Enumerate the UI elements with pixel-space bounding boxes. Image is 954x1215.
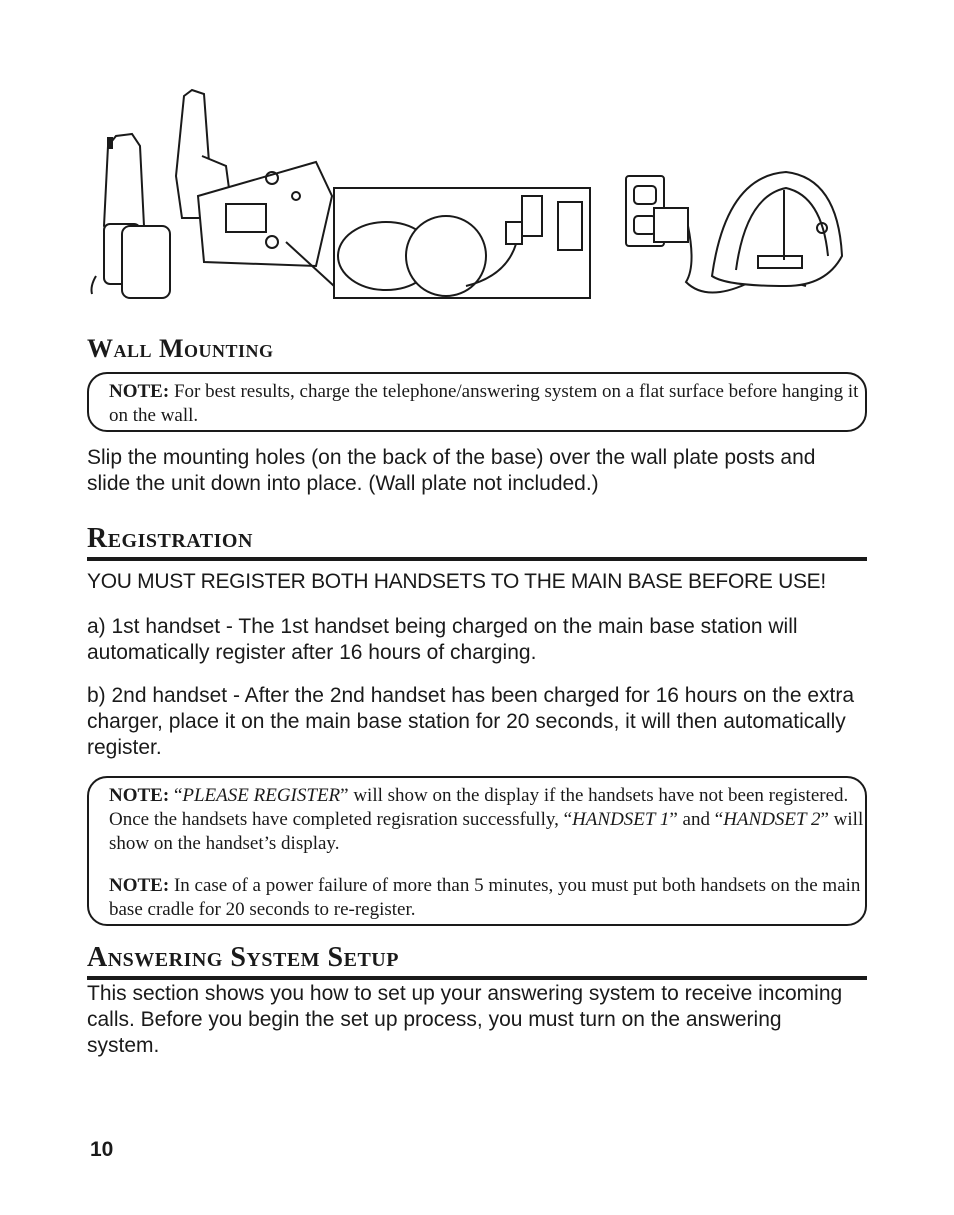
wall-mounting-note [87, 372, 867, 432]
note1-label: NOTE: [109, 785, 170, 806]
registration-step-a: a) 1st handset - The 1st handset being charged on the main base station will automatically register after 16 hours of charging. [87, 615, 798, 664]
answering-setup-heading: Answering System Setup [87, 942, 399, 973]
note1-end: ” will show on the handset’s display. [109, 809, 864, 854]
note1-pre: “ [169, 785, 183, 806]
mounting-detail-inset [286, 188, 590, 298]
registration-rule [87, 557, 867, 561]
registration-step-b: b) 2nd handset - After the 2nd handset has been charged for 16 hours on the extra charger, place it on the main base station for 20 seconds, it will then automatically register. [87, 684, 855, 759]
registration-note-1 [109, 784, 865, 856]
registration-notes [87, 776, 867, 926]
note2-label: NOTE: [109, 875, 170, 896]
registration-warning: YOU MUST REGISTER BOTH HANDSETS TO THE MAIN BASE BEFORE USE! [87, 570, 826, 593]
base-with-handset-image [176, 90, 332, 266]
wall-mounting-heading: Wall Mounting [87, 334, 274, 363]
note2-text: In case of a power failure of more than 5 minutes, you must put both handsets on the main base cradle for 20 seconds to re-register. [109, 875, 861, 920]
note1-handset2: HANDSET 2 [723, 809, 821, 830]
note1-please-register: PLEASE REGISTER [182, 785, 341, 806]
note-text: For best results, charge the telephone/answering system on a flat surface before hanging it on the wall. [109, 381, 859, 426]
wall-mounting-illustration [86, 86, 846, 302]
outlet-and-base-image [626, 172, 842, 293]
note1-handset1: HANDSET 1 [572, 809, 670, 830]
registration-note-2 [109, 874, 865, 922]
note1-mid1: ” will show on the display if the handsets have not been registered. Once the handsets have completed regisration successfully, “ [109, 785, 849, 830]
note-label: NOTE: [109, 381, 170, 402]
wall-mounting-instructions: Slip the mounting holes (on the back of the base) over the wall plate posts and slide the unit down into place. (Wall plate not included.) [87, 446, 816, 495]
note1-mid2: ” and “ [669, 809, 724, 830]
page-number: 10 [90, 1138, 114, 1161]
answering-setup-rule [87, 976, 867, 980]
registration-heading: Registration [87, 523, 253, 554]
handset-on-charger-image [92, 134, 171, 298]
answering-setup-intro: This section shows you how to set up your answering system to receive incoming calls. Before you begin the set up process, you must turn on the answering system. [87, 982, 843, 1057]
